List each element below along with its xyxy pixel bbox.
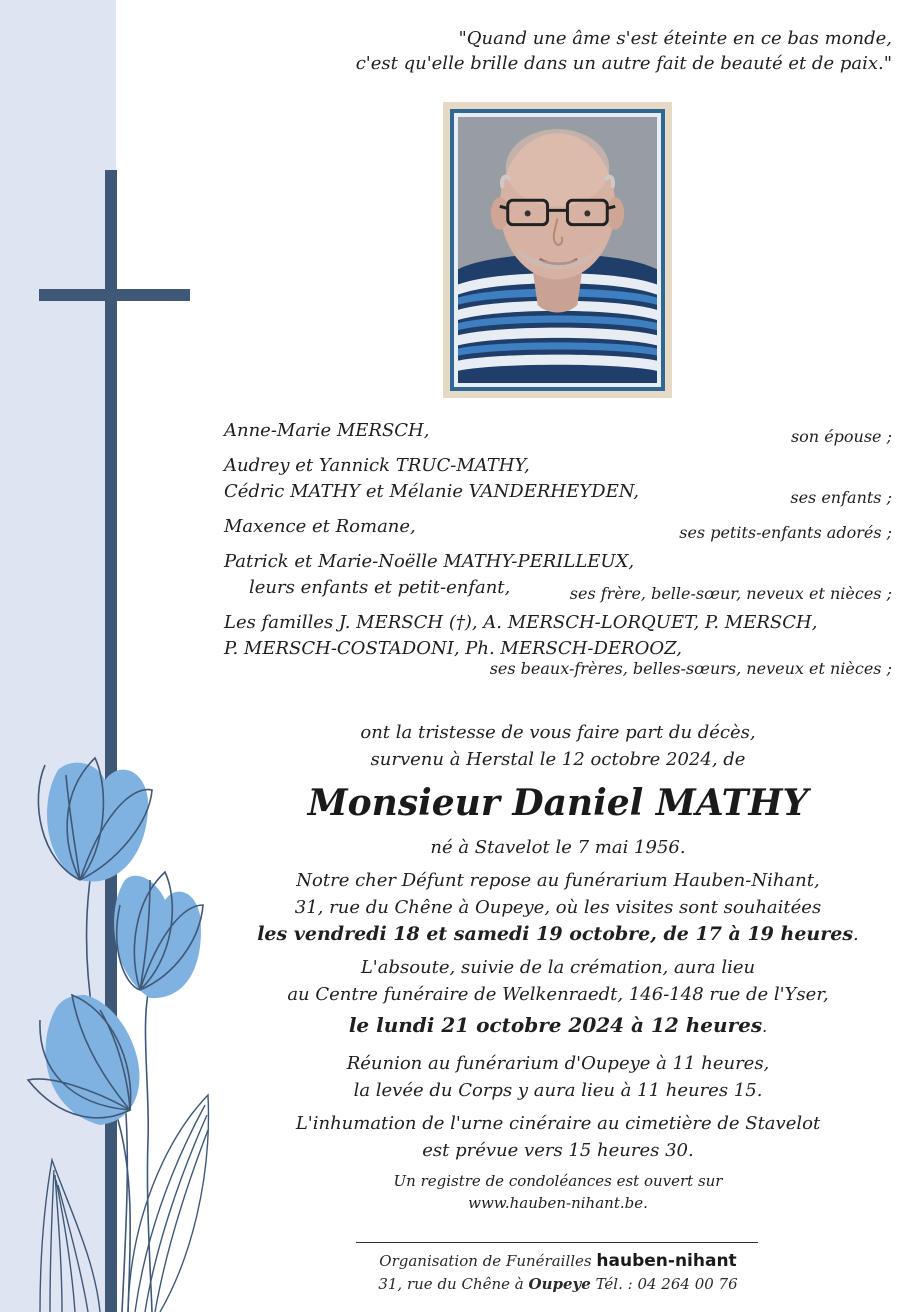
visitation-line: Notre cher Défunt repose au funérarium Hauben-Nihant, <box>296 870 820 891</box>
family-relation: ses enfants ; <box>790 488 892 507</box>
ceremony-date: le lundi 21 octobre 2024 à 12 heures <box>348 1013 763 1037</box>
family-group <box>224 514 892 540</box>
family-names: Cédric MATHY et Mélanie VANDERHEYDEN, <box>224 481 640 502</box>
family-relation: ses beaux-frères, belles-sœurs, neveux et nièces ; <box>489 659 892 678</box>
birth-info: né à Stavelot le 7 mai 1956. <box>430 837 686 858</box>
announcement-line: ont la tristesse de vous faire part du décès, <box>360 722 756 743</box>
family-relation: ses petits-enfants adorés ; <box>679 523 892 542</box>
family-names: Patrick et Marie-Noëlle MATHY-PERILLEUX, <box>224 551 635 572</box>
burial-block <box>240 1110 876 1164</box>
visitation-block: Notre cher Défunt repose au funérarium Hauben-Nihant, 31, rue du Chêne à Oupeye, où les visites sont souhaitées les vendredi 18 et samedi 19 octobre, de 17 à 19 heures. <box>240 867 876 948</box>
cross-horizontal-beam <box>39 289 190 301</box>
family-names: Maxence et Romane, <box>224 516 416 537</box>
visitation-line: 31, rue du Chêne à Oupeye, où les visites sont souhaitées <box>294 897 822 918</box>
family-relation: ses frère, belle-sœur, neveux et nièces ; <box>569 584 892 603</box>
funeral-details <box>240 834 876 1214</box>
funeral-home-brand: hauben-nihant <box>596 1251 737 1271</box>
cross-vertical-beam <box>105 170 117 1312</box>
family-group <box>224 549 892 601</box>
cross-and-tulips-decoration <box>0 0 240 1312</box>
footer-town: Oupeye <box>528 1275 591 1293</box>
footer-phone: Tél. : 04 264 00 76 <box>595 1275 738 1293</box>
ceremony-block: L'absoute, suivie de la crémation, aura lieu au Centre funéraire de Welkenraedt, 146-148 rue de l'Yser, le lundi 21 octobre 2024 à 12 heures. <box>240 954 876 1044</box>
announcement-line: survenu à Herstal le 12 octobre 2024, de <box>370 749 746 770</box>
org-label: Organisation de Funérailles <box>379 1252 592 1270</box>
epigraph-quote <box>292 26 892 76</box>
family-relation: son épouse ; <box>790 427 892 446</box>
portrait-frame <box>443 102 672 398</box>
register-website-link[interactable]: www.hauben-nihant.be. <box>468 1194 648 1212</box>
condolence-register <box>240 1170 876 1214</box>
family-group <box>224 453 892 505</box>
family-group <box>224 610 892 678</box>
tulip-bottom-icon <box>28 995 139 1125</box>
meeting-line: Réunion au funérarium d'Oupeye à 11 heures, <box>346 1053 770 1074</box>
burial-line: est prévue vers 15 heures 30. <box>422 1140 694 1161</box>
portrait-photo <box>458 117 657 383</box>
quote-line: "Quand une âme s'est éteinte en ce bas monde, <box>458 28 892 49</box>
meeting-line: la levée du Corps y aura lieu à 11 heures 15. <box>353 1080 763 1101</box>
family-names: P. MERSCH-COSTADONI, Ph. MERSCH-DEROOZ, <box>224 638 682 659</box>
visitation-dates: les vendredi 18 et samedi 19 octobre, de 17 à 19 heures <box>257 923 854 945</box>
ceremony-line: L'absoute, suivie de la crémation, aura lieu <box>360 957 756 978</box>
footer-divider <box>356 1242 758 1243</box>
deceased-name: Monsieur Daniel MATHY <box>307 782 809 824</box>
family-names: Audrey et Yannick TRUC-MATHY, <box>224 455 530 476</box>
meeting-block <box>240 1050 876 1104</box>
funeral-home-footer <box>330 1250 786 1296</box>
family-names: leurs enfants et petit-enfant, <box>249 577 511 598</box>
family-list <box>224 418 892 678</box>
ceremony-line: au Centre funéraire de Welkenraedt, 146-148 rue de l'Yser, <box>287 984 829 1005</box>
register-line: Un registre de condoléances est ouvert sur <box>393 1172 723 1190</box>
family-group <box>224 418 892 444</box>
tulip-middle-icon <box>114 872 203 998</box>
family-names: Les familles J. MERSCH (†), A. MERSCH-LORQUET, P. MERSCH, <box>224 612 818 633</box>
death-announcement-intro <box>240 719 876 773</box>
burial-line: L'inhumation de l'urne cinéraire au cimetière de Stavelot <box>295 1113 821 1134</box>
footer-address: 31, rue du Chêne à <box>378 1275 524 1293</box>
tulip-top-icon <box>38 758 152 882</box>
quote-line: c'est qu'elle brille dans un autre fait de beauté et de paix." <box>355 53 892 74</box>
family-names: Anne-Marie MERSCH, <box>224 420 430 441</box>
